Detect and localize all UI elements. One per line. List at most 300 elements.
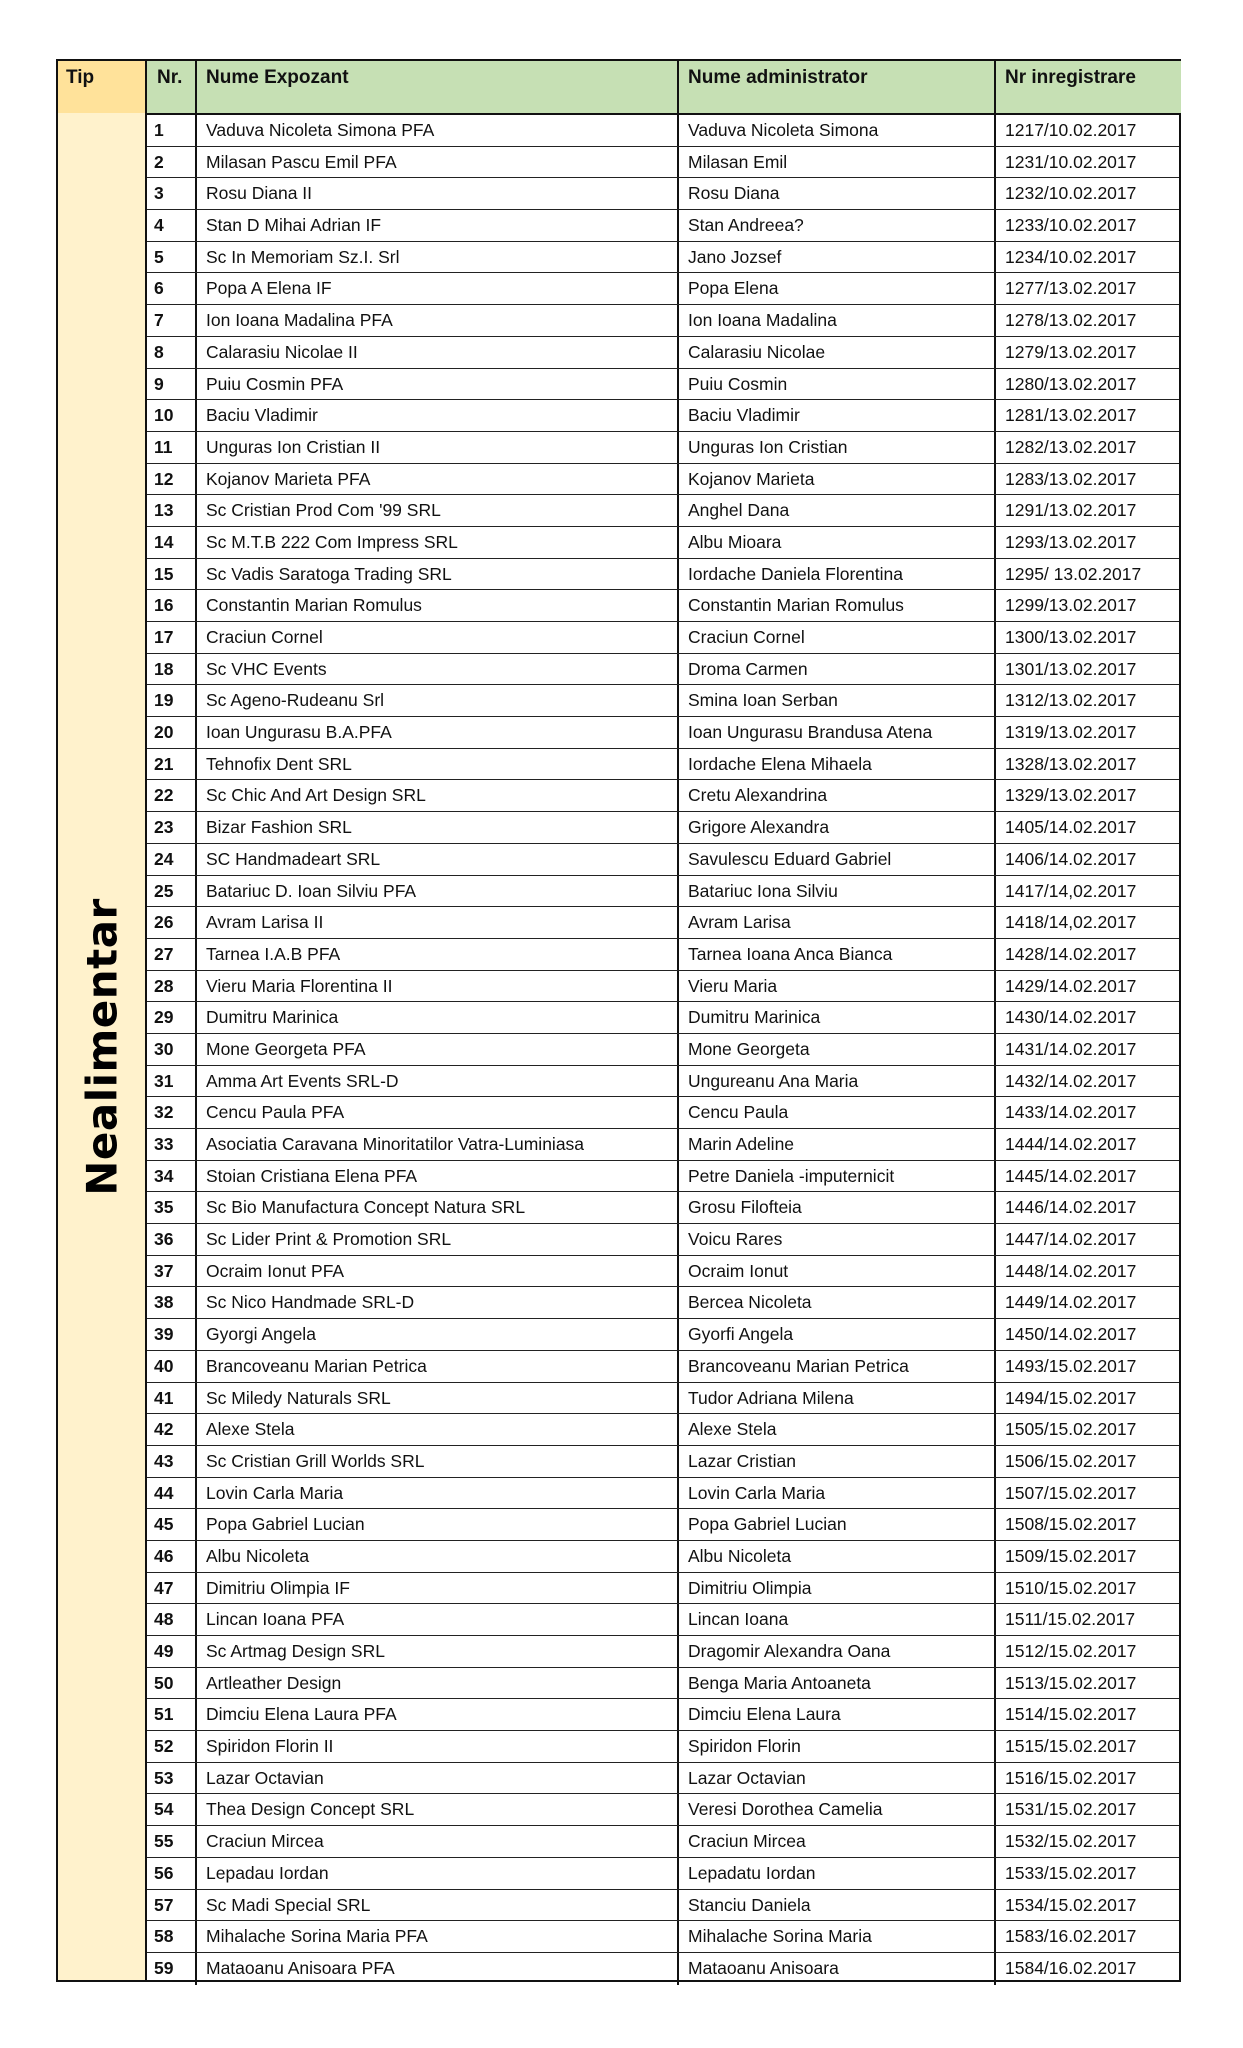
registration-number: 1431/14.02.2017 [1005,1038,1137,1059]
exhibitor-name: Ocraim Ionut PFA [197,1256,679,1287]
table-row [147,1890,1179,1922]
registration-number: 1430/14.02.2017 [1005,1007,1137,1028]
table-row [147,495,1179,527]
registration-number: 1406/14.02.2017 [1005,848,1137,869]
registration-number: 1505/15.02.2017 [1005,1419,1137,1440]
administrator-name: Mihalache Sorina Maria [679,1921,996,1952]
registration-number: 1513/15.02.2017 [1005,1672,1137,1693]
registration-number: 1428/14.02.2017 [1005,943,1137,964]
administrator-name: Albu Mioara [679,527,996,558]
registration-number: 1531/15.02.2017 [1005,1799,1137,1820]
registration-number: 1277/13.02.2017 [1005,278,1137,299]
table-row [147,1351,1179,1383]
exhibitor-name: Mihalache Sorina Maria PFA [197,1921,679,1952]
row-number: 24 [147,844,197,875]
row-number: 49 [147,1636,197,1667]
administrator-name: Mone Georgeta [679,1034,996,1065]
table-row [147,1826,1179,1858]
table-row [147,1192,1179,1224]
administrator-name: Iordache Daniela Florentina [679,559,996,590]
administrator-name: Droma Carmen [679,654,996,685]
administrator-name: Veresi Dorothea Camelia [679,1794,996,1825]
table-row [147,590,1179,622]
exhibitor-name: Alexe Stela [197,1414,679,1445]
administrator-name: Lepadatu Iordan [679,1858,996,1889]
administrator-name: Mataoanu Anisoara [679,1953,996,1985]
administrator-name: Lovin Carla Maria [679,1478,996,1509]
exhibitor-name: Dumitru Marinica [197,1002,679,1033]
administrator-name: Popa Elena [679,273,996,304]
exhibitor-name: Craciun Cornel [197,622,679,653]
registration-number: 1301/13.02.2017 [1005,658,1137,679]
exhibitor-name: Sc Artmag Design SRL [197,1636,679,1667]
row-number: 45 [147,1509,197,1540]
exhibitor-name: Mataoanu Anisoara PFA [197,1953,679,1985]
administrator-name: Bercea Nicoleta [679,1287,996,1318]
exhibitor-name: Spiridon Florin II [197,1731,679,1762]
registration-number: 1433/14.02.2017 [1005,1102,1137,1123]
registration-number: 1446/14.02.2017 [1005,1197,1137,1218]
table-row [147,1287,1179,1319]
header-nume-expozant: Nume Expozant [197,61,679,113]
row-number: 32 [147,1097,197,1128]
table-row [147,305,1179,337]
exhibitor-name: Amma Art Events SRL-D [197,1066,679,1097]
administrator-name: Gyorfi Angela [679,1319,996,1350]
table-body [147,115,1179,1980]
exhibitor-name: Sc Nico Handmade SRL-D [197,1287,679,1318]
table-row [147,780,1179,812]
administrator-name: Tarnea Ioana Anca Bianca [679,939,996,970]
row-number: 15 [147,559,197,590]
exhibitor-name: Lincan Ioana PFA [197,1604,679,1635]
table-row [147,844,1179,876]
administrator-name: Constantin Marian Romulus [679,590,996,621]
table-row [147,559,1179,591]
administrator-name: Cretu Alexandrina [679,780,996,811]
exhibitor-name: Sc M.T.B 222 Com Impress SRL [197,527,679,558]
table-row [147,1858,1179,1890]
table-row [147,622,1179,654]
exhibitor-name: Vieru Maria Florentina II [197,971,679,1002]
row-number: 52 [147,1731,197,1762]
registration-number: 1232/10.02.2017 [1005,183,1137,204]
header-nume-administrator: Nume administrator [679,61,996,113]
registration-number: 1511/15.02.2017 [1005,1609,1136,1630]
exhibitor-name: SC Handmadeart SRL [197,844,679,875]
table-row [147,1573,1179,1605]
table-row [147,369,1179,401]
administrator-name: Milasan Emil [679,147,996,178]
exhibitor-name: Sc Miledy Naturals SRL [197,1383,679,1414]
table-row [147,273,1179,305]
registration-number: 1291/13.02.2017 [1005,500,1137,521]
registration-number: 1293/13.02.2017 [1005,531,1137,552]
row-number: 44 [147,1478,197,1509]
administrator-name: Smina Ioan Serban [679,685,996,716]
exhibitor-name: Constantin Marian Romulus [197,590,679,621]
registration-number: 1533/15.02.2017 [1005,1862,1137,1883]
exhibitor-name: Asociatia Caravana Minoritatilor Vatra-Luminiasa [197,1129,679,1160]
table-row [147,1794,1179,1826]
administrator-name: Dumitru Marinica [679,1002,996,1033]
exhibitor-name: Stoian Cristiana Elena PFA [197,1161,679,1192]
registration-number: 1493/15.02.2017 [1005,1355,1137,1376]
administrator-name: Voicu Rares [679,1224,996,1255]
table-row [147,1699,1179,1731]
registration-number: 1405/14.02.2017 [1005,817,1137,838]
table-row [147,1604,1179,1636]
exhibitor-name: Vaduva Nicoleta Simona PFA [197,115,679,146]
row-number: 37 [147,1256,197,1287]
row-number: 21 [147,749,197,780]
registration-number: 1584/16.02.2017 [1005,1957,1137,1978]
exhibitor-table [56,59,1181,1982]
header-nr-inregistrare: Nr inregistrare [996,61,1181,113]
administrator-name: Ocraim Ionut [679,1256,996,1287]
row-number: 41 [147,1383,197,1414]
table-row [147,1066,1179,1098]
row-number: 1 [147,115,197,146]
administrator-name: Cencu Paula [679,1097,996,1128]
row-number: 12 [147,464,197,495]
row-number: 30 [147,1034,197,1065]
registration-number: 1233/10.02.2017 [1005,215,1137,236]
table-row [147,654,1179,686]
table-row [147,685,1179,717]
registration-number: 1450/14.02.2017 [1005,1324,1137,1345]
registration-number: 1508/15.02.2017 [1005,1514,1137,1535]
administrator-name: Dragomir Alexandra Oana [679,1636,996,1667]
registration-number: 1506/15.02.2017 [1005,1450,1137,1471]
row-number: 46 [147,1541,197,1572]
row-number: 38 [147,1287,197,1318]
registration-number: 1494/15.02.2017 [1005,1387,1137,1408]
administrator-name: Baciu Vladimir [679,400,996,431]
table-row [147,147,1179,179]
table-row [147,1636,1179,1668]
exhibitor-name: Sc Vadis Saratoga Trading SRL [197,559,679,590]
exhibitor-name: Lovin Carla Maria [197,1478,679,1509]
registration-number: 1281/13.02.2017 [1005,405,1137,426]
administrator-name: Anghel Dana [679,495,996,526]
table-row [147,337,1179,369]
table-row [147,1509,1179,1541]
table-row [147,1002,1179,1034]
exhibitor-name: Brancoveanu Marian Petrica [197,1351,679,1382]
row-number: 4 [147,210,197,241]
row-number: 11 [147,432,197,463]
exhibitor-name: Sc Ageno-Rudeanu Srl [197,685,679,716]
exhibitor-name: Sc Lider Print & Promotion SRL [197,1224,679,1255]
registration-number: 1295/ 13.02.2017 [1005,563,1142,584]
administrator-name: Stan Andreea? [679,210,996,241]
registration-number: 1510/15.02.2017 [1005,1577,1137,1598]
administrator-name: Unguras Ion Cristian [679,432,996,463]
exhibitor-name: Ioan Ungurasu B.A.PFA [197,717,679,748]
row-number: 42 [147,1414,197,1445]
row-number: 27 [147,939,197,970]
table-row [147,1097,1179,1129]
table-row [147,1478,1179,1510]
row-number: 39 [147,1319,197,1350]
row-number: 5 [147,242,197,273]
row-number: 56 [147,1858,197,1889]
registration-number: 1512/15.02.2017 [1005,1641,1137,1661]
registration-number: 1448/14.02.2017 [1005,1260,1137,1281]
administrator-name: Benga Maria Antoaneta [679,1668,996,1699]
exhibitor-name: Gyorgi Angela [197,1319,679,1350]
row-number: 8 [147,337,197,368]
row-number: 28 [147,971,197,1002]
registration-number: 1319/13.02.2017 [1005,722,1137,743]
table-row [147,1953,1179,1985]
administrator-name: Albu Nicoleta [679,1541,996,1572]
administrator-name: Batariuc Iona Silviu [679,876,996,907]
administrator-name: Popa Gabriel Lucian [679,1509,996,1540]
registration-number: 1418/14,02.2017 [1005,912,1137,933]
exhibitor-name: Mone Georgeta PFA [197,1034,679,1065]
administrator-name: Iordache Elena Mihaela [679,749,996,780]
administrator-name: Lazar Octavian [679,1763,996,1794]
table-row [147,1446,1179,1478]
administrator-name: Grigore Alexandra [679,812,996,843]
row-number: 35 [147,1192,197,1223]
table-row [147,527,1179,559]
exhibitor-name: Albu Nicoleta [197,1541,679,1572]
registration-number: 1583/16.02.2017 [1005,1926,1137,1947]
row-number: 22 [147,780,197,811]
table-row [147,1383,1179,1415]
exhibitor-name: Avram Larisa II [197,907,679,938]
registration-number: 1515/15.02.2017 [1005,1736,1137,1757]
table-row [147,1921,1179,1953]
administrator-name: Lincan Ioana [679,1604,996,1635]
exhibitor-name: Milasan Pascu Emil PFA [197,147,679,178]
table-row [147,749,1179,781]
administrator-name: Marin Adeline [679,1129,996,1160]
administrator-name: Avram Larisa [679,907,996,938]
exhibitor-name: Sc Cristian Prod Com '99 SRL [197,495,679,526]
exhibitor-name: Sc VHC Events [197,654,679,685]
exhibitor-name: Rosu Diana II [197,178,679,209]
row-number: 53 [147,1763,197,1794]
registration-number: 1300/13.02.2017 [1005,627,1137,647]
table-row [147,939,1179,971]
administrator-name: Kojanov Marieta [679,464,996,495]
registration-number: 1279/13.02.2017 [1005,341,1137,362]
exhibitor-name: Tehnofix Dent SRL [197,749,679,780]
exhibitor-name: Sc In Memoriam Sz.I. Srl [197,242,679,273]
tip-category-cell [58,113,147,1980]
exhibitor-name: Lazar Octavian [197,1763,679,1794]
row-number: 29 [147,1002,197,1033]
registration-number: 1283/13.02.2017 [1005,468,1137,489]
exhibitor-name: Ion Ioana Madalina PFA [197,305,679,336]
table-row [147,717,1179,749]
row-number: 57 [147,1890,197,1921]
exhibitor-name: Tarnea I.A.B PFA [197,939,679,970]
exhibitor-name: Stan D Mihai Adrian IF [197,210,679,241]
table-row [147,971,1179,1003]
administrator-name: Grosu Filofteia [679,1192,996,1223]
registration-number: 1509/15.02.2017 [1005,1545,1137,1566]
administrator-name: Lazar Cristian [679,1446,996,1477]
row-number: 18 [147,654,197,685]
registration-number: 1278/13.02.2017 [1005,310,1137,331]
row-number: 19 [147,685,197,716]
row-number: 20 [147,717,197,748]
administrator-name: Craciun Cornel [679,622,996,653]
row-number: 9 [147,369,197,400]
administrator-name: Craciun Mircea [679,1826,996,1857]
row-number: 48 [147,1604,197,1635]
administrator-name: Vaduva Nicoleta Simona [679,115,996,146]
row-number: 43 [147,1446,197,1477]
registration-number: 1417/14,02.2017 [1005,880,1137,901]
registration-number: 1432/14.02.2017 [1005,1070,1137,1091]
exhibitor-name: Cencu Paula PFA [197,1097,679,1128]
registration-number: 1534/15.02.2017 [1005,1894,1137,1915]
exhibitor-name: Sc Cristian Grill Worlds SRL [197,1446,679,1477]
row-number: 36 [147,1224,197,1255]
row-number: 3 [147,178,197,209]
exhibitor-name: Puiu Cosmin PFA [197,369,679,400]
registration-number: 1449/14.02.2017 [1005,1292,1137,1313]
exhibitor-name: Popa Gabriel Lucian [197,1509,679,1540]
registration-number: 1516/15.02.2017 [1005,1767,1137,1788]
table-row [147,178,1179,210]
table-row [147,876,1179,908]
registration-number: 1312/13.02.2017 [1005,690,1137,711]
registration-number: 1299/13.02.2017 [1005,595,1137,616]
tip-category-label: Nealimentar [77,897,126,1196]
exhibitor-name: Unguras Ion Cristian II [197,432,679,463]
registration-number: 1234/10.02.2017 [1005,246,1137,267]
registration-number: 1444/14.02.2017 [1005,1134,1137,1154]
exhibitor-name: Bizar Fashion SRL [197,812,679,843]
administrator-name: Puiu Cosmin [679,369,996,400]
row-number: 10 [147,400,197,431]
table-row [147,400,1179,432]
exhibitor-name: Thea Design Concept SRL [197,1794,679,1825]
table-row [147,1319,1179,1351]
table-row [147,1668,1179,1700]
row-number: 16 [147,590,197,621]
administrator-name: Tudor Adriana Milena [679,1383,996,1414]
registration-number: 1217/10.02.2017 [1005,120,1137,140]
row-number: 17 [147,622,197,653]
table-row [147,1256,1179,1288]
administrator-name: Dimciu Elena Laura [679,1699,996,1730]
row-number: 13 [147,495,197,526]
exhibitor-name: Artleather Design [197,1668,679,1699]
table-row [147,1161,1179,1193]
administrator-name: Ungureanu Ana Maria [679,1066,996,1097]
administrator-name: Vieru Maria [679,971,996,1002]
row-number: 26 [147,907,197,938]
exhibitor-name: Sc Madi Special SRL [197,1890,679,1921]
administrator-name: Stanciu Daniela [679,1890,996,1921]
row-number: 23 [147,812,197,843]
table-row [147,1224,1179,1256]
administrator-name: Jano Jozsef [679,242,996,273]
administrator-name: Ion Ioana Madalina [679,305,996,336]
row-number: 7 [147,305,197,336]
exhibitor-name: Baciu Vladimir [197,400,679,431]
administrator-name: Savulescu Eduard Gabriel [679,844,996,875]
administrator-name: Petre Daniela -imputernicit [679,1161,996,1192]
header-nr: Nr. [147,61,197,113]
exhibitor-name: Batariuc D. Ioan Silviu PFA [197,876,679,907]
row-number: 59 [147,1953,197,1985]
table-row [147,242,1179,274]
registration-number: 1282/13.02.2017 [1005,436,1137,457]
administrator-name: Ioan Ungurasu Brandusa Atena [679,717,996,748]
administrator-name: Calarasiu Nicolae [679,337,996,368]
row-number: 47 [147,1573,197,1604]
row-number: 14 [147,527,197,558]
table-row [147,907,1179,939]
table-header [58,61,1179,113]
administrator-name: Spiridon Florin [679,1731,996,1762]
row-number: 50 [147,1668,197,1699]
exhibitor-name: Kojanov Marieta PFA [197,464,679,495]
row-number: 34 [147,1161,197,1192]
row-number: 51 [147,1699,197,1730]
table-row [147,1034,1179,1066]
table-row [147,115,1179,147]
registration-number: 1447/14.02.2017 [1005,1229,1137,1250]
table-row [147,432,1179,464]
registration-number: 1328/13.02.2017 [1005,753,1137,774]
exhibitor-name: Lepadau Iordan [197,1858,679,1889]
row-number: 33 [147,1129,197,1160]
administrator-name: Rosu Diana [679,178,996,209]
row-number: 55 [147,1826,197,1857]
table-row [147,464,1179,496]
row-number: 40 [147,1351,197,1382]
table-row [147,210,1179,242]
exhibitor-name: Craciun Mircea [197,1826,679,1857]
registration-number: 1507/15.02.2017 [1005,1482,1137,1503]
exhibitor-name: Sc Chic And Art Design SRL [197,780,679,811]
row-number: 54 [147,1794,197,1825]
registration-number: 1532/15.02.2017 [1005,1831,1137,1852]
registration-number: 1445/14.02.2017 [1005,1165,1137,1186]
registration-number: 1280/13.02.2017 [1005,373,1137,394]
exhibitor-name: Popa A Elena IF [197,273,679,304]
registration-number: 1429/14.02.2017 [1005,975,1137,996]
table-row [147,1541,1179,1573]
table-row [147,1731,1179,1763]
exhibitor-name: Sc Bio Manufactura Concept Natura SRL [197,1192,679,1223]
registration-number: 1231/10.02.2017 [1005,151,1137,172]
table-row [147,1763,1179,1795]
row-number: 25 [147,876,197,907]
exhibitor-name: Dimciu Elena Laura PFA [197,1699,679,1730]
registration-number: 1514/15.02.2017 [1005,1704,1137,1725]
table-row [147,1414,1179,1446]
administrator-name: Dimitriu Olimpia [679,1573,996,1604]
exhibitor-name: Dimitriu Olimpia IF [197,1573,679,1604]
table-row [147,1129,1179,1161]
administrator-name: Brancoveanu Marian Petrica [679,1351,996,1382]
table-row [147,812,1179,844]
exhibitor-name: Calarasiu Nicolae II [197,337,679,368]
row-number: 6 [147,273,197,304]
row-number: 31 [147,1066,197,1097]
